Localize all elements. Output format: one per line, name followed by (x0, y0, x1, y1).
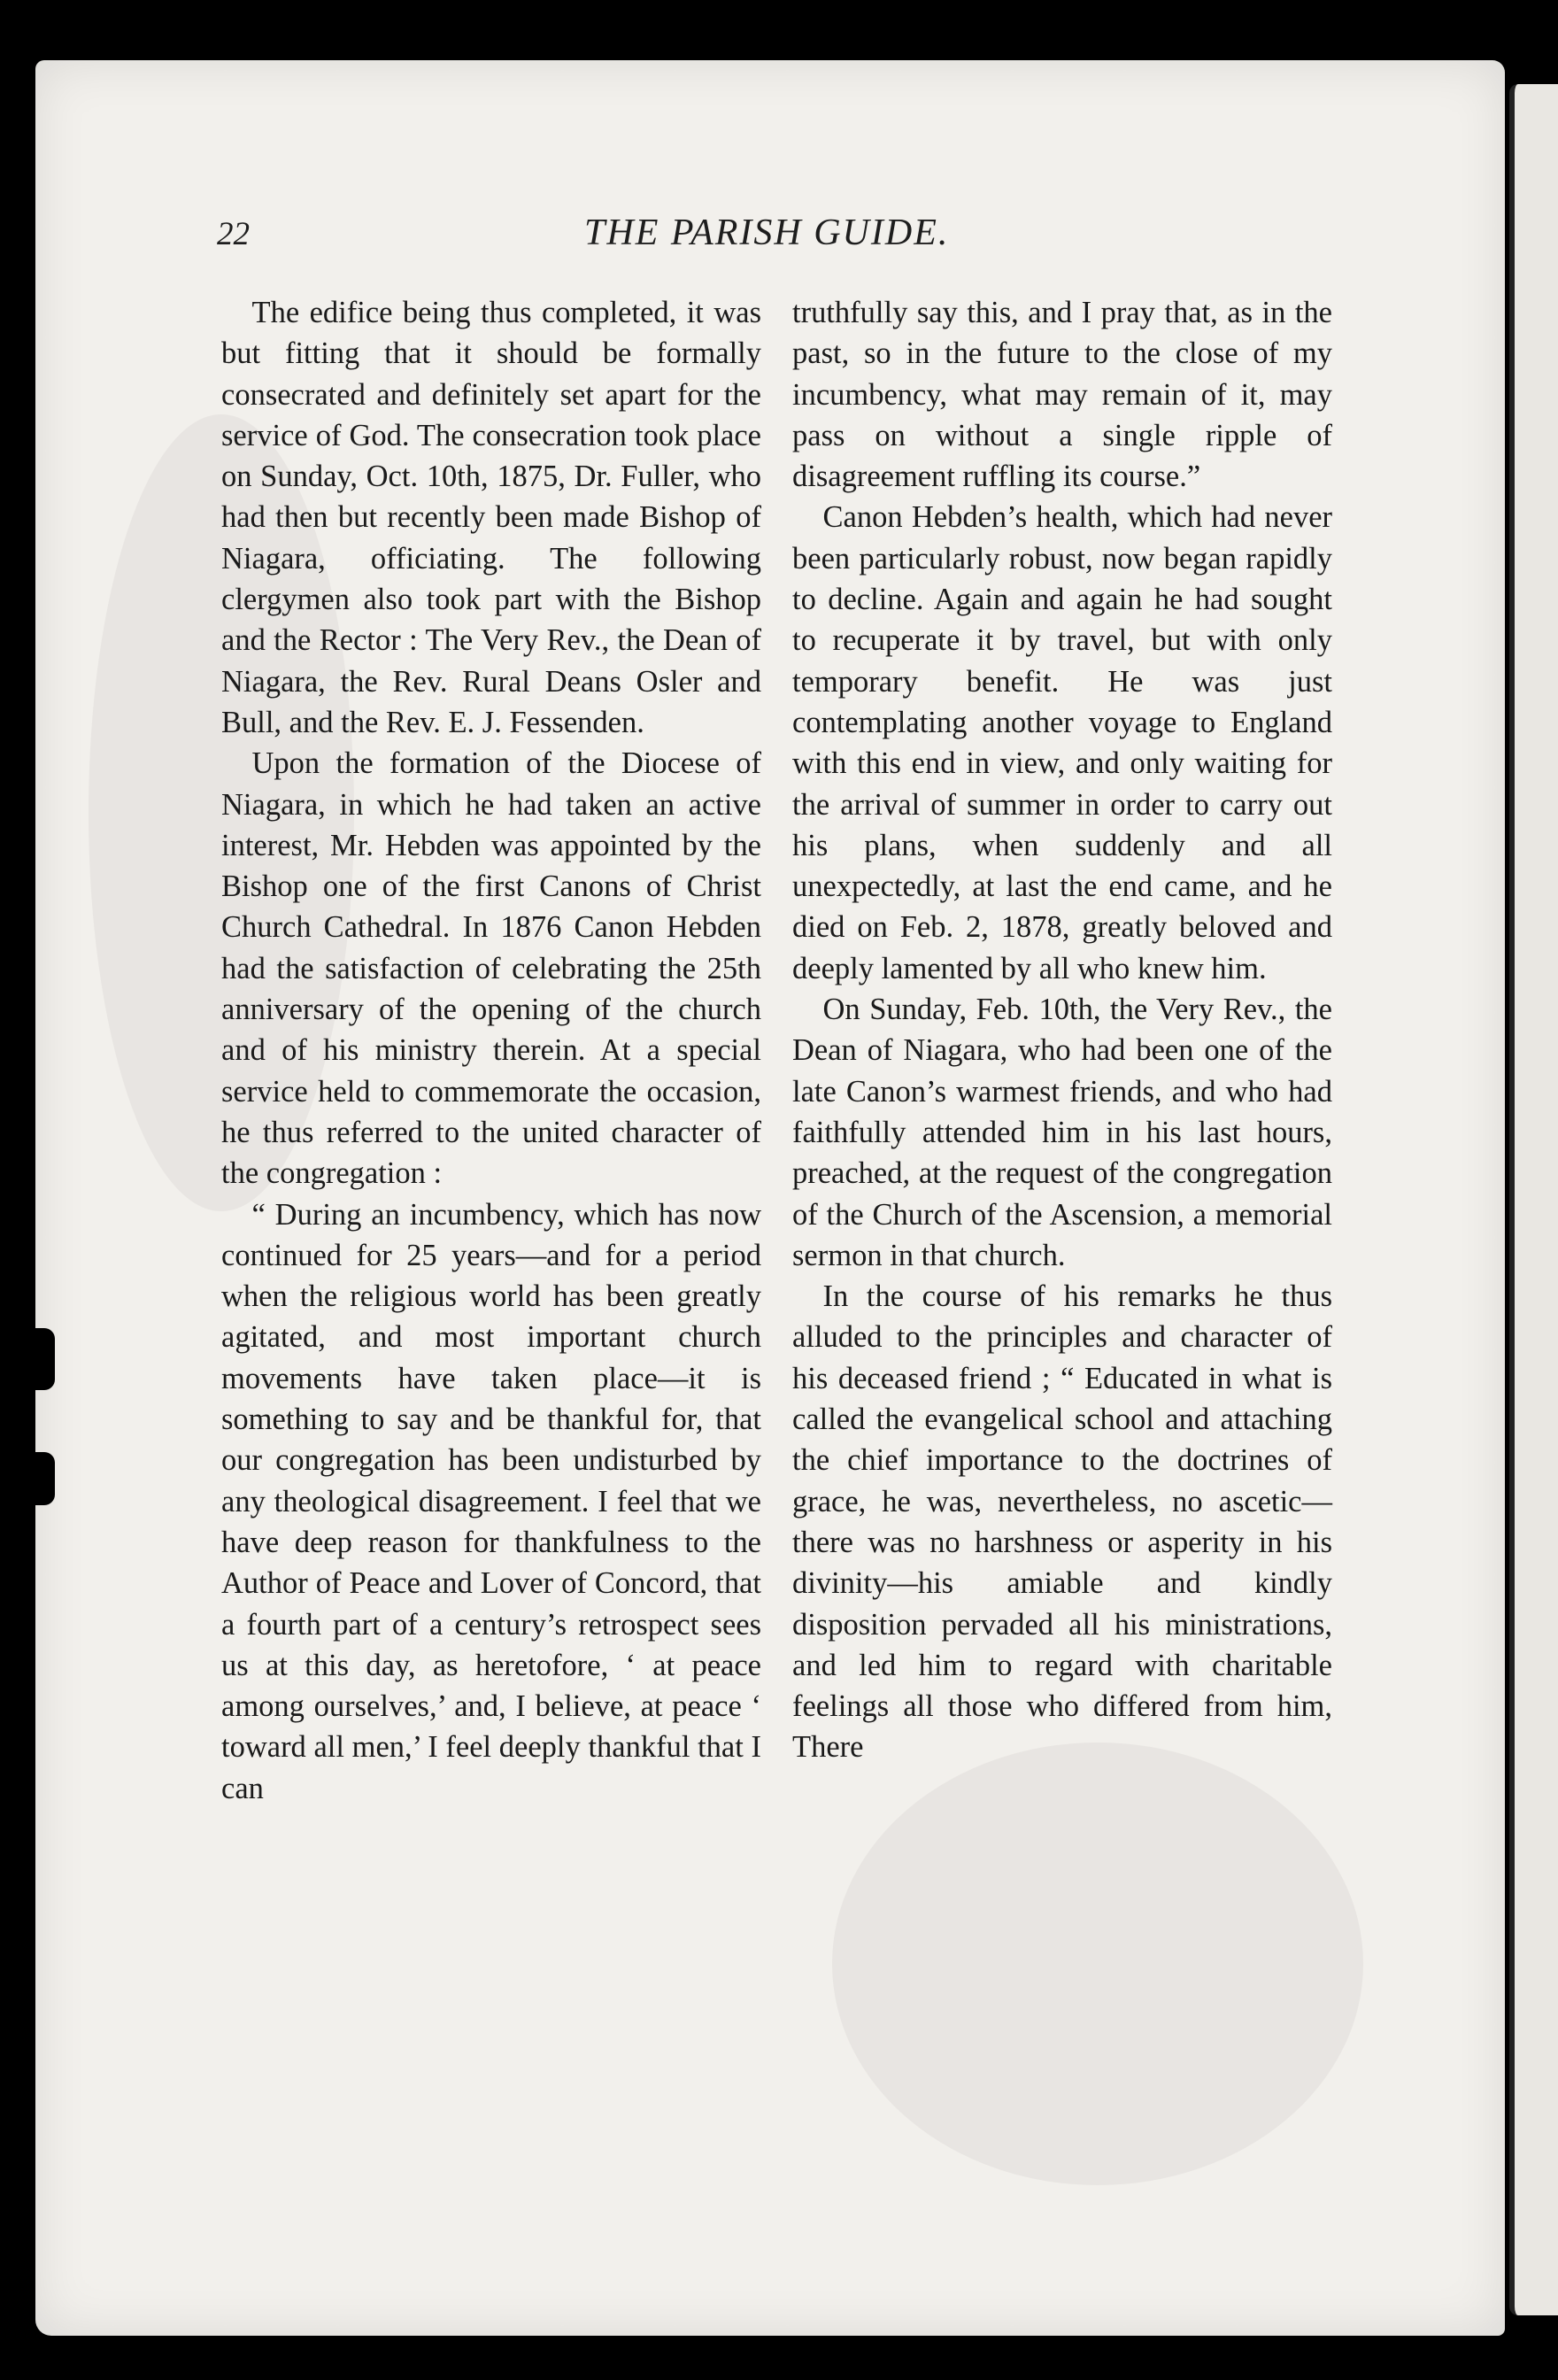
paragraph: Upon the formation of the Diocese of Niagara, in which he had taken an active interest, Mr. Hebden was appointed by the Bishop one of the first Canons of Christ Church Cathedral. In 1876 Canon Hebden had the satisfaction of celebrating the 25th anniversary of the opening of the church and of his ministry therein. At a special service held to commemorate the occasion, he thus referred to the united character of the congregation : (221, 746, 761, 1191)
adjacent-page-edge (1509, 84, 1558, 2315)
paragraph: The edifice being thus completed, it was but fitting that it should be formally consecrated and definitely set apart for the service of God. The consecration took place on Sunday, Oct. 10th, 1875, Dr. Fuller, who had then but recently been made Bishop of Niagara, officiating. The following clergymen also took part with the Bishop and the Rector : The Very Rev., the Dean of Niagara, the Rev. Rural Deans Osler and Bull, and the Rev. E. J. Fessenden. (221, 296, 761, 739)
paragraph: Canon Hebden’s health, which had never been particularly robust, now began rapidly to decline. Again and again he had sought to recuperate it by travel, but with only temporary benefit. He was just contemplating another voyage to England with this end in view, and only waiting for the arrival of summer in order to carry out his plans, when suddenly and all unexpectedly, at last the end came, and he died on Feb. 2, 1878, greatly beloved and deeply lamented by all who knew him. (792, 500, 1332, 985)
paragraph: “ During an incumbency, which has now continued for 25 years—and for a period when the religious world has been greatly agitated, and most important church movements have taken place—it is something to say and be thankful for, that our congregation has been undisturbed by any theological disagreement. I feel that we have deep reason for thankfulness to the Author of Peace and Lover of Concord, that a fourth part of a century’s retrospect sees us at this day, as heretofore, ‘ at peace among ourselves,’ and, I believe, at peace ‘ toward all men,’ I feel deeply thankful that I can (221, 1197, 761, 1805)
left-column (221, 292, 761, 1809)
page-tear (35, 1328, 55, 1390)
running-title: THE PARISH GUIDE. (584, 212, 950, 253)
paragraph: In the course of his remarks he thus alluded to the principles and character of his deceased friend ; “ Educated in what is called the evangelical school and attaching the chief importance to the doctrines of grace, he was, nevertheless, no ascetic—there was no harshness or asperity in his divinity—his amiable and kindly disposition pervaded all his ministrations, and led him to regard with charitable feelings all those who differed from him, There (792, 1279, 1332, 1765)
paper-stain (832, 1742, 1363, 2185)
page-number: 22 (217, 216, 250, 252)
page-header (35, 212, 1505, 277)
page-tear (35, 1452, 55, 1505)
paragraph: truthfully say this, and I pray that, as in the past, so in the future to the close of my incumbency, what may remain of it, may pass on without a single ripple of disagreement ruffling its course.” (792, 296, 1332, 494)
paragraph: On Sunday, Feb. 10th, the Very Rev., the Dean of Niagara, who had been one of the late Canon’s warmest friends, and who had faithfully attended him in his last hours, preached, at the request of the congregation of the Church of the Ascension, a memorial sermon in that church. (792, 993, 1332, 1272)
right-column (792, 292, 1332, 1768)
book-page (35, 60, 1505, 2336)
